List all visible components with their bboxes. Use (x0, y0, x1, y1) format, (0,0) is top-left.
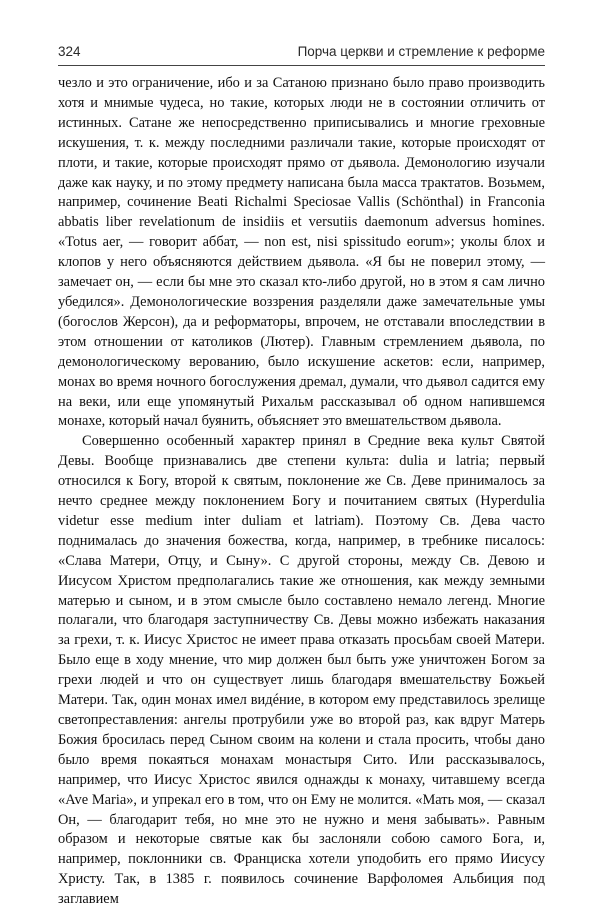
book-page (58, 44, 545, 910)
running-header (58, 44, 545, 66)
paragraph-demonology: чезло и это ограничение, ибо и за Сатаною признано было право производить хотя и мнимые чудеса, но такие, которых люди не в состоянии отличить от истинных. Сатане же непосредственно приписывались и многие греховные искушения, т. к. между последними различали такие, которые происходят от плоти, и такие, которые происходят прямо от дьявола. Демонологию изучали даже как науку, и по этому предмету написана была масса трактатов. Возьмем, например, сочинение Beati Richalmi Speciosae Vallis (Schönthal) in Franconia abbatis liber revelationum de insidiis et versutiis daemonum adversus homines. «Totus aer, — говорит аббат, — non est, nisi spissitudo eorum»; уколы блох и клопов у него объясняются действием дьявола. «Я бы не поверил этому, — замечает он, — если бы мне это сказал кто-либо другой, но в этом я сам лично убедился». Демонологические воззрения разделяли даже замечательные умы (богослов Жерсон), да и реформаторы, впрочем, не отставали впоследствии в этом отношении от католиков (Лютер). Главным стремлением дьявола, по демонологическому верованию, было искушение аскетов: если, например, монах во время ночного богослужения дремал, думали, что дьявол садится ему на веки, или еще упомянутый Рихальм рассказывал об одном напившемся монахе, который начал буянить, объясняет это вмешательством дьявола. (58, 75, 545, 430)
main-text (58, 74, 545, 910)
page-number: 324 (58, 44, 81, 59)
paragraph-cult-of-virgin: Совершенно особенный характер принял в Средние века культ Святой Девы. Вообще признавались две степени культа: dulia и latria; первый относился к Богу, второй к святым, поклонение же Св. Деве принималось за нечто среднее между поклонением Богу и почитанием святых (Hyperdulia videtur esse medium inter duliam et latriam). Поэтому Св. Дева часто поднималась до значения божества, когда, например, в требнике писалось: «Слава Матери, Отцу, и Сыну». С другой стороны, между Св. Девою и Иисусом Христом предполагались такие же отношения, как между земными матерью и сыном, и в этом смысле было составлено немало легенд. Многие полагали, что благодаря заступничеству Св. Девы можно избежать наказания за грехи, т. к. Иисус Христос не имеет права отказать просьбам своей Матери. Было еще в ходу мнение, что мир должен был быть уже уничтожен Богом за грехи людей и что он существует лишь благодаря вмешательству Божьей Матери. Так, один монах имел видéние, в котором ему представилось зрелище светопреставления: ангелы протрубили уже во второй раз, как вдруг Матерь Божия бросилась перед Сыном своим на колени и стала просить, чтобы дано было время покаяться монахам монастыря Сито. Или рассказывалось, например, что Иисус Христос явился однажды к монаху, читавшему всегда «Ave Maria», и упрекал его в том, что он Ему не молится. «Мать моя, — сказал Он, — благодарит тебя, но мне это не нужно и меня забывать». Равным образом и некоторые святые как бы заслоняли собою самого Бога, и, например, поклонники св. Франциска хотели уподобить его прямо Иисусу Христу. Так, в 1385 г. появилось сочинение Варфоломея Альбиция под заглавием (58, 433, 545, 908)
running-title: Порча церкви и стремление к реформе (297, 44, 545, 59)
